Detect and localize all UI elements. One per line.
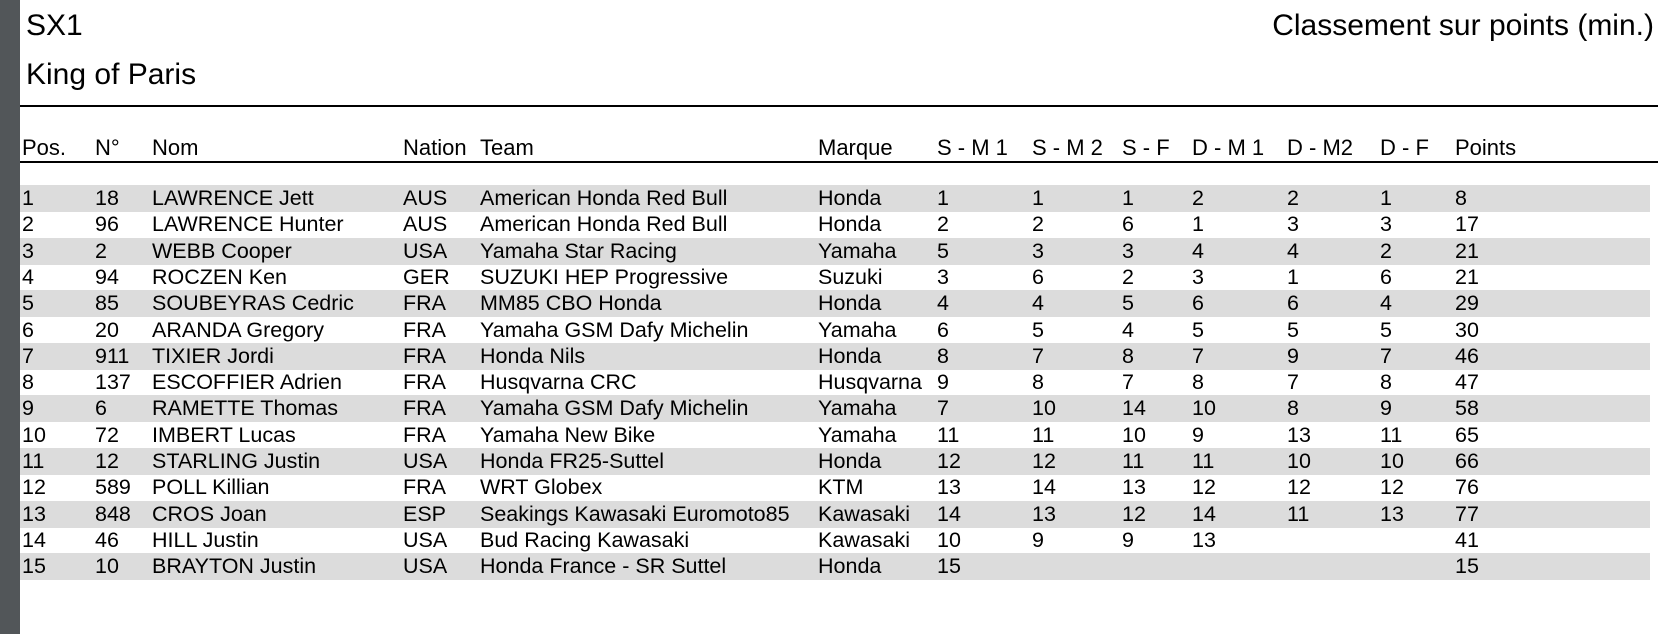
cell-s-m1: 8 (937, 343, 949, 368)
cell-position: 10 (22, 422, 46, 447)
cell-points: 8 (1455, 186, 1467, 210)
cell-number: 10 (95, 554, 119, 579)
cell-number: 85 (95, 291, 119, 316)
ranking-title: Classement sur points (min.) (1272, 9, 1654, 42)
cell-team: Honda France - SR Suttel (480, 554, 727, 579)
cell-s-f: 8 (1122, 343, 1134, 368)
cell-name: LAWRENCE Jett (152, 186, 314, 210)
cell-points: 47 (1455, 370, 1479, 395)
cell-points: 21 (1455, 238, 1479, 263)
cell-s-m2: 4 (1032, 291, 1044, 316)
cell-d-f: 6 (1380, 264, 1392, 289)
cell-points: 41 (1455, 527, 1479, 552)
cell-team: MM85 CBO Honda (480, 291, 662, 316)
cell-nation: ESP (403, 501, 447, 526)
cell-d-f: 5 (1380, 317, 1392, 342)
cell-s-f: 4 (1122, 317, 1134, 342)
cell-s-m1: 11 (937, 422, 960, 447)
cell-points: 77 (1455, 501, 1479, 526)
cell-brand: Yamaha (818, 317, 897, 342)
cell-nation: USA (403, 238, 448, 263)
cell-d-m2: 7 (1287, 370, 1299, 395)
cell-s-m1: 12 (937, 449, 961, 473)
table-row (20, 448, 1650, 475)
cell-d-f: 12 (1380, 475, 1404, 500)
cell-points: 65 (1455, 422, 1479, 447)
column-header-nation: Nation (403, 135, 467, 160)
cell-d-m2: 11 (1287, 501, 1310, 526)
cell-s-m1: 2 (937, 212, 949, 237)
cell-position: 4 (22, 264, 34, 289)
cell-nation: USA (403, 554, 448, 579)
cell-d-f: 13 (1380, 501, 1404, 526)
cell-nation: FRA (403, 317, 446, 342)
cell-team: Honda Nils (480, 343, 586, 368)
cell-s-f: 12 (1122, 501, 1146, 526)
cell-name: ARANDA Gregory (152, 317, 325, 342)
column-header-brand: Marque (818, 135, 893, 160)
column-header-divider (20, 161, 1658, 163)
cell-position: 12 (22, 475, 46, 500)
cell-d-f: 9 (1380, 396, 1392, 421)
cell-d-f: 3 (1380, 212, 1392, 237)
cell-d-m1: 6 (1192, 291, 1204, 316)
cell-position: 2 (22, 212, 34, 237)
table-row (20, 317, 1650, 344)
column-header-s-m1: S - M 1 (937, 135, 1008, 160)
cell-number: 911 (95, 343, 130, 368)
cell-d-m2: 9 (1287, 343, 1299, 368)
column-header-position: Pos. (22, 135, 67, 160)
cell-s-m1: 15 (937, 554, 961, 579)
column-header-d-m1: D - M 1 (1192, 135, 1265, 160)
column-header-s-m2: S - M 2 (1032, 135, 1103, 160)
column-header-d-f: D - F (1380, 135, 1429, 160)
column-header-team: Team (480, 135, 534, 160)
cell-brand: Husqvarna (818, 370, 922, 395)
cell-number: 6 (95, 396, 107, 421)
cell-d-m1: 14 (1192, 501, 1216, 526)
event-title: King of Paris (26, 58, 197, 91)
cell-nation: FRA (403, 291, 446, 316)
cell-name: CROS Joan (152, 501, 267, 526)
cell-team: Yamaha Star Racing (480, 238, 677, 263)
cell-d-m1: 7 (1192, 343, 1204, 368)
cell-s-m1: 10 (937, 527, 961, 552)
cell-s-f: 7 (1122, 370, 1134, 395)
cell-s-f: 11 (1122, 449, 1145, 473)
cell-d-f: 11 (1380, 422, 1403, 447)
cell-nation: FRA (403, 343, 446, 368)
cell-points: 58 (1455, 396, 1479, 421)
cell-s-m1: 3 (937, 264, 949, 289)
cell-s-m1: 1 (937, 186, 949, 210)
cell-d-m1: 9 (1192, 422, 1204, 447)
cell-number: 72 (95, 422, 119, 447)
cell-s-f: 1 (1122, 186, 1134, 210)
cell-position: 6 (22, 317, 34, 342)
cell-position: 9 (22, 396, 34, 421)
cell-points: 46 (1455, 343, 1479, 368)
cell-nation: FRA (403, 396, 446, 421)
cell-d-m2: 3 (1287, 212, 1299, 237)
cell-s-f: 2 (1122, 264, 1134, 289)
cell-position: 13 (22, 501, 46, 526)
cell-s-f: 6 (1122, 212, 1134, 237)
cell-s-m1: 6 (937, 317, 949, 342)
column-header-points: Points (1455, 135, 1517, 160)
cell-name: HILL Justin (152, 527, 259, 552)
cell-d-f: 1 (1380, 186, 1392, 210)
cell-position: 15 (22, 554, 46, 579)
table-row (20, 264, 1650, 291)
cell-brand: KTM (818, 475, 864, 500)
cell-points: 15 (1455, 554, 1479, 579)
cell-d-f: 7 (1380, 343, 1392, 368)
cell-number: 848 (95, 501, 131, 526)
cell-s-m2: 10 (1032, 396, 1056, 421)
cell-d-f: 10 (1380, 449, 1404, 473)
cell-s-f: 10 (1122, 422, 1146, 447)
cell-name: SOUBEYRAS Cedric (152, 291, 354, 316)
cell-number: 94 (95, 264, 119, 289)
table-row (20, 422, 1650, 449)
table-row (20, 501, 1650, 528)
cell-name: RAMETTE Thomas (152, 396, 338, 421)
category-title: SX1 (26, 9, 83, 42)
cell-team: Yamaha New Bike (480, 422, 656, 447)
cell-d-m2: 1 (1287, 264, 1299, 289)
cell-brand: Kawasaki (818, 527, 911, 552)
cell-d-m2: 8 (1287, 396, 1299, 421)
cell-s-m2: 3 (1032, 238, 1044, 263)
cell-d-f: 8 (1380, 370, 1392, 395)
cell-brand: Honda (818, 343, 882, 368)
cell-position: 7 (22, 343, 34, 368)
cell-s-f: 14 (1122, 396, 1146, 421)
cell-nation: FRA (403, 422, 446, 447)
cell-d-m1: 3 (1192, 264, 1204, 289)
cell-brand: Yamaha (818, 422, 897, 447)
cell-nation: GER (403, 264, 450, 289)
cell-d-m2: 13 (1287, 422, 1311, 447)
cell-d-m1: 5 (1192, 317, 1204, 342)
table-row (20, 238, 1650, 265)
cell-s-f: 13 (1122, 475, 1146, 500)
cell-nation: FRA (403, 475, 446, 500)
cell-position: 14 (22, 527, 46, 552)
table-row (20, 474, 1650, 501)
cell-position: 5 (22, 291, 34, 316)
cell-team: WRT Globex (480, 475, 603, 500)
cell-team: Yamaha GSM Dafy Michelin (480, 396, 749, 421)
cell-points: 30 (1455, 317, 1479, 342)
cell-name: POLL Killian (152, 475, 270, 500)
cell-nation: FRA (403, 370, 446, 395)
cell-team: Bud Racing Kawasaki (480, 527, 690, 552)
cell-name: TIXIER Jordi (152, 343, 274, 368)
cell-position: 3 (22, 238, 34, 263)
cell-nation: AUS (403, 186, 448, 210)
cell-brand: Yamaha (818, 396, 897, 421)
cell-s-m2: 7 (1032, 343, 1044, 368)
cell-number: 137 (95, 370, 131, 395)
cell-d-m2: 10 (1287, 449, 1311, 473)
cell-position: 1 (22, 186, 34, 210)
cell-s-m1: 14 (937, 501, 961, 526)
table-row (20, 290, 1650, 317)
cell-s-m2: 11 (1032, 422, 1055, 447)
cell-d-f: 2 (1380, 238, 1392, 263)
cell-name: STARLING Justin (152, 449, 321, 473)
cell-s-m1: 7 (937, 396, 949, 421)
column-header-d-m2: D - M2 (1287, 135, 1353, 160)
cell-d-m2: 12 (1287, 475, 1311, 500)
cell-team: American Honda Red Bull (480, 186, 728, 210)
cell-s-m2: 13 (1032, 501, 1056, 526)
table-row (20, 211, 1650, 238)
cell-d-m1: 1 (1192, 212, 1204, 237)
cell-s-f: 5 (1122, 291, 1134, 316)
cell-points: 66 (1455, 449, 1479, 473)
cell-number: 18 (95, 186, 119, 210)
cell-d-m2: 6 (1287, 291, 1299, 316)
cell-d-m2: 4 (1287, 238, 1299, 263)
cell-name: WEBB Cooper (152, 238, 292, 263)
cell-number: 96 (95, 212, 119, 237)
results-page (20, 0, 1658, 634)
table-row (20, 185, 1650, 212)
cell-points: 17 (1455, 212, 1479, 237)
column-header-number: N° (95, 135, 120, 160)
cell-s-m2: 5 (1032, 317, 1044, 342)
cell-d-m2: 5 (1287, 317, 1299, 342)
cell-d-m1: 2 (1192, 186, 1204, 210)
cell-nation: USA (403, 449, 448, 473)
cell-s-m2: 8 (1032, 370, 1044, 395)
cell-s-m2: 12 (1032, 449, 1056, 473)
cell-s-m1: 5 (937, 238, 949, 263)
cell-d-m1: 10 (1192, 396, 1216, 421)
cell-d-f: 4 (1380, 291, 1392, 316)
cell-brand: Yamaha (818, 238, 897, 263)
table-row (20, 343, 1650, 370)
cell-d-m2: 2 (1287, 186, 1299, 210)
cell-nation: USA (403, 527, 448, 552)
cell-points: 29 (1455, 291, 1479, 316)
cell-team: Husqvarna CRC (480, 370, 637, 395)
cell-s-m1: 4 (937, 291, 949, 316)
header-divider (20, 105, 1658, 107)
cell-name: BRAYTON Justin (152, 554, 317, 579)
cell-s-f: 3 (1122, 238, 1134, 263)
cell-s-m2: 6 (1032, 264, 1044, 289)
cell-d-m1: 12 (1192, 475, 1216, 500)
table-row (20, 553, 1650, 580)
cell-number: 589 (95, 475, 131, 500)
cell-brand: Suzuki (818, 264, 883, 289)
cell-brand: Kawasaki (818, 501, 911, 526)
cell-d-m1: 8 (1192, 370, 1204, 395)
cell-brand: Honda (818, 449, 882, 473)
cell-name: IMBERT Lucas (152, 422, 296, 447)
cell-s-m2: 9 (1032, 527, 1044, 552)
cell-points: 21 (1455, 264, 1479, 289)
cell-brand: Honda (818, 186, 882, 210)
cell-name: ROCZEN Ken (152, 264, 288, 289)
cell-number: 20 (95, 317, 119, 342)
cell-brand: Honda (818, 212, 882, 237)
cell-s-m2: 14 (1032, 475, 1056, 500)
cell-name: LAWRENCE Hunter (152, 212, 344, 237)
column-header-name: Nom (152, 135, 199, 160)
cell-number: 2 (95, 238, 107, 263)
cell-number: 12 (95, 449, 119, 473)
cell-s-m1: 13 (937, 475, 961, 500)
cell-d-m1: 4 (1192, 238, 1204, 263)
cell-position: 8 (22, 370, 34, 395)
cell-number: 46 (95, 527, 119, 552)
cell-position: 11 (22, 449, 45, 473)
cell-team: Yamaha GSM Dafy Michelin (480, 317, 749, 342)
cell-team: Honda FR25-Suttel (480, 449, 665, 473)
cell-name: ESCOFFIER Adrien (152, 370, 342, 395)
table-row (20, 527, 1650, 554)
cell-team: American Honda Red Bull (480, 212, 728, 237)
cell-nation: AUS (403, 212, 448, 237)
cell-brand: Honda (818, 291, 882, 316)
cell-s-m2: 1 (1032, 186, 1044, 210)
cell-s-m1: 9 (937, 370, 949, 395)
cell-points: 76 (1455, 475, 1479, 500)
cell-d-m1: 13 (1192, 527, 1216, 552)
cell-team: SUZUKI HEP Progressive (480, 264, 729, 289)
column-header-s-f: S - F (1122, 135, 1170, 160)
cell-s-f: 9 (1122, 527, 1134, 552)
table-row (20, 369, 1650, 396)
cell-d-m1: 11 (1192, 449, 1215, 473)
cell-brand: Honda (818, 554, 882, 579)
cell-s-m2: 2 (1032, 212, 1044, 237)
table-row (20, 395, 1650, 422)
cell-team: Seakings Kawasaki Euromoto85 (480, 501, 790, 526)
